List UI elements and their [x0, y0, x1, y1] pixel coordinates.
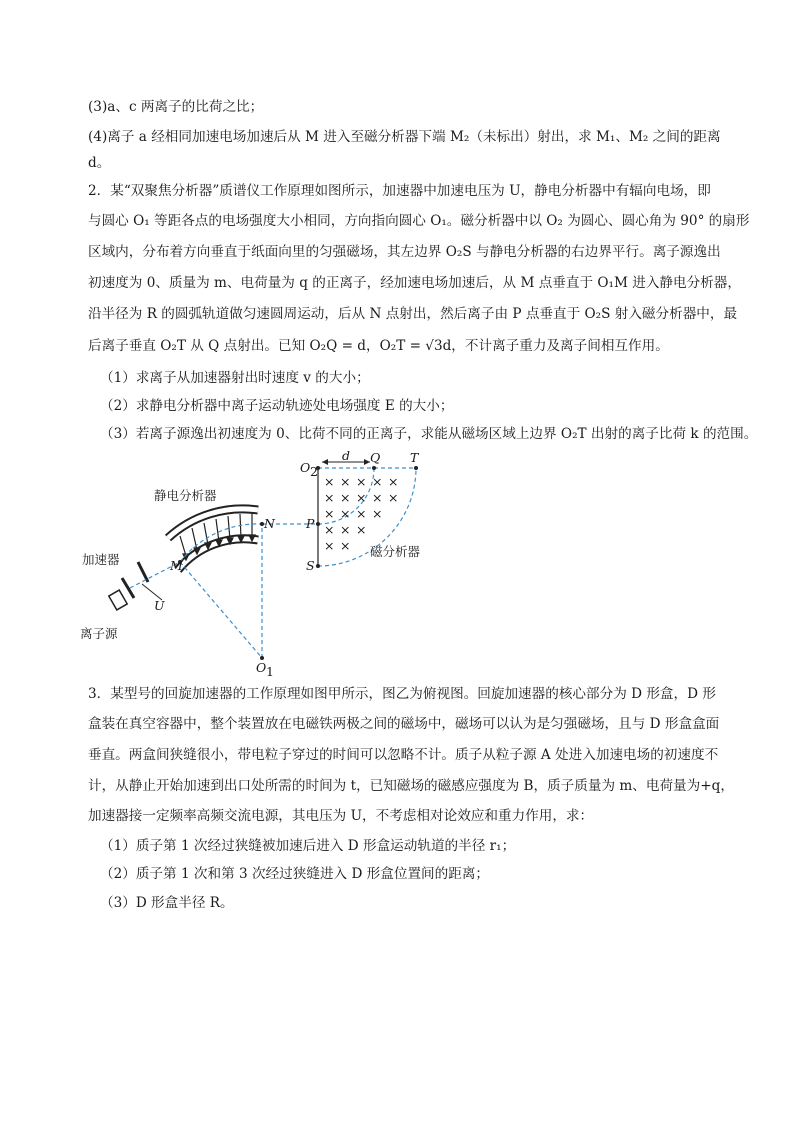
question-1: （1）质子第 1 次经过狭缝被加速后进入 D 形盒运动轨道的半径 r₁； [100, 838, 516, 854]
svg-text:×: × [356, 490, 367, 505]
label-o2: O [300, 460, 311, 475]
point-s [316, 564, 320, 568]
label-s: S [306, 558, 315, 573]
text-line: 区域内，分布着方向垂直于纸面向里的匀强磁场，其左边界 O₂S 与静电分析器的右边界平行。离子源逸出 [88, 244, 721, 260]
svg-text:×: × [356, 522, 367, 537]
svg-text:×: × [340, 490, 351, 505]
label-o1: O [256, 660, 267, 675]
text-line: 加速器接一定频率高频交流电源，其电压为 U，不考虑相对论效应和重力作用，求： [88, 808, 594, 824]
svg-text:×: × [356, 506, 367, 521]
label-m: M [170, 558, 183, 573]
question-3: （3）若离子源逸出初速度为 0、比荷不同的正离子，求能从磁场区域上边界 O₂T 出射的离子比荷 k 的范围。 [100, 426, 758, 442]
svg-text:×: × [388, 490, 399, 505]
point-q [372, 466, 376, 470]
magnetic-field-crosses [324, 474, 398, 553]
label-t: T [410, 450, 419, 465]
label-magnetic-analyzer: 磁分析器 [370, 544, 421, 559]
svg-text:×: × [340, 474, 351, 489]
label-u: U [154, 598, 165, 613]
svg-text:×: × [340, 506, 351, 521]
text-line: 与圆心 O₁ 等距各点的电场强度大小相同，方向指向圆心 O₁。磁分析器中以 O₂ 为圆心、圆心角为 90° 的扇形 [88, 213, 750, 229]
text-line: d。 [88, 155, 111, 171]
accelerator-plate [138, 562, 148, 582]
text-line: 盒装在真空容器中，整个装置放在电磁铁两极之间的磁场中，磁场可以认为是匀强磁场，且与 D 形盒盒面 [88, 716, 720, 732]
text-line: 后离子垂直 O₂T 从 Q 点射出。已知 O₂Q = d，O₂T = √3d，不计离子重力及离子间相互作用。 [88, 338, 669, 354]
accelerator-plate [122, 578, 134, 598]
svg-text:×: × [372, 506, 383, 521]
question-1: （1）求离子从加速器射出时速度 v 的大小； [100, 370, 370, 386]
label-ion-source: 离子源 [80, 626, 118, 641]
text-line: 计，从静止开始加速到出口处所需的时间为 t，已知磁场的磁感应强度为 B，质子质量为 m、电荷量为+q， [88, 778, 734, 794]
label-q: Q [370, 450, 381, 465]
svg-text:×: × [372, 490, 383, 505]
svg-text:×: × [324, 490, 335, 505]
question-2: （2）求静电分析器中离子运动轨迹处电场强度 E 的大小； [100, 398, 454, 414]
svg-text:×: × [340, 538, 351, 553]
label-accelerator: 加速器 [82, 552, 120, 567]
svg-text:×: × [356, 474, 367, 489]
text-line: 2．某“双聚焦分析器”质谱仪工作原理如图所示，加速器中加速电压为 U，静电分析器中有辐向电场，即 [88, 183, 711, 199]
text-line: 垂直。两盒间狭缝很小，带电粒子穿过的时间可以忽略不计。质子从粒子源 A 处进入加速电场的初速度不 [88, 747, 719, 763]
text-line: 沿半径为 R 的圆弧轨道做匀速圆周运动，后从 N 点射出，然后离子由 P 点垂直于 O₂S 射入磁分析器中，最 [88, 306, 738, 322]
radius-o1-m [180, 562, 262, 658]
svg-text:×: × [340, 522, 351, 537]
label-d: d [342, 448, 351, 463]
label-p: P [306, 516, 315, 531]
text-line: 初速度为 0、质量为 m、电荷量为 q 的正离子，经加速电场加速后，从 M 点垂直于 O₁M 进入静电分析器， [88, 275, 741, 291]
question-3: （3）D 形盒半径 R。 [100, 895, 234, 911]
label-electrostatic-analyzer: 静电分析器 [154, 488, 217, 503]
point-p [316, 522, 320, 526]
svg-text:×: × [388, 474, 399, 489]
text-line: (4)离子 a 经相同加速电场加速后从 M 进入至磁分析器下端 M₂（未标出）射出，求 M₁、M₂ 之间的距离 [88, 129, 721, 145]
svg-text:×: × [324, 538, 335, 553]
label-n: N [264, 516, 275, 531]
mass-spectrometer-diagram [80, 448, 500, 680]
svg-text:×: × [324, 506, 335, 521]
point-t [414, 466, 418, 470]
svg-text:×: × [324, 522, 335, 537]
question-2: （2）质子第 1 次和第 3 次经过狭缝进入 D 形盒位置间的距离； [100, 866, 490, 882]
label-o1-sub: 1 [266, 664, 274, 679]
svg-text:×: × [324, 474, 335, 489]
label-o2-sub: 2 [310, 464, 318, 479]
ion-source-box [109, 590, 127, 610]
text-line: 3．某型号的回旋加速器的工作原理如图甲所示，图乙为俯视图。回旋加速器的核心部分为 D 形盒，D 形 [88, 686, 716, 702]
text-line: (3)a、c 两离子的比荷之比； [88, 99, 264, 115]
svg-text:×: × [372, 474, 383, 489]
